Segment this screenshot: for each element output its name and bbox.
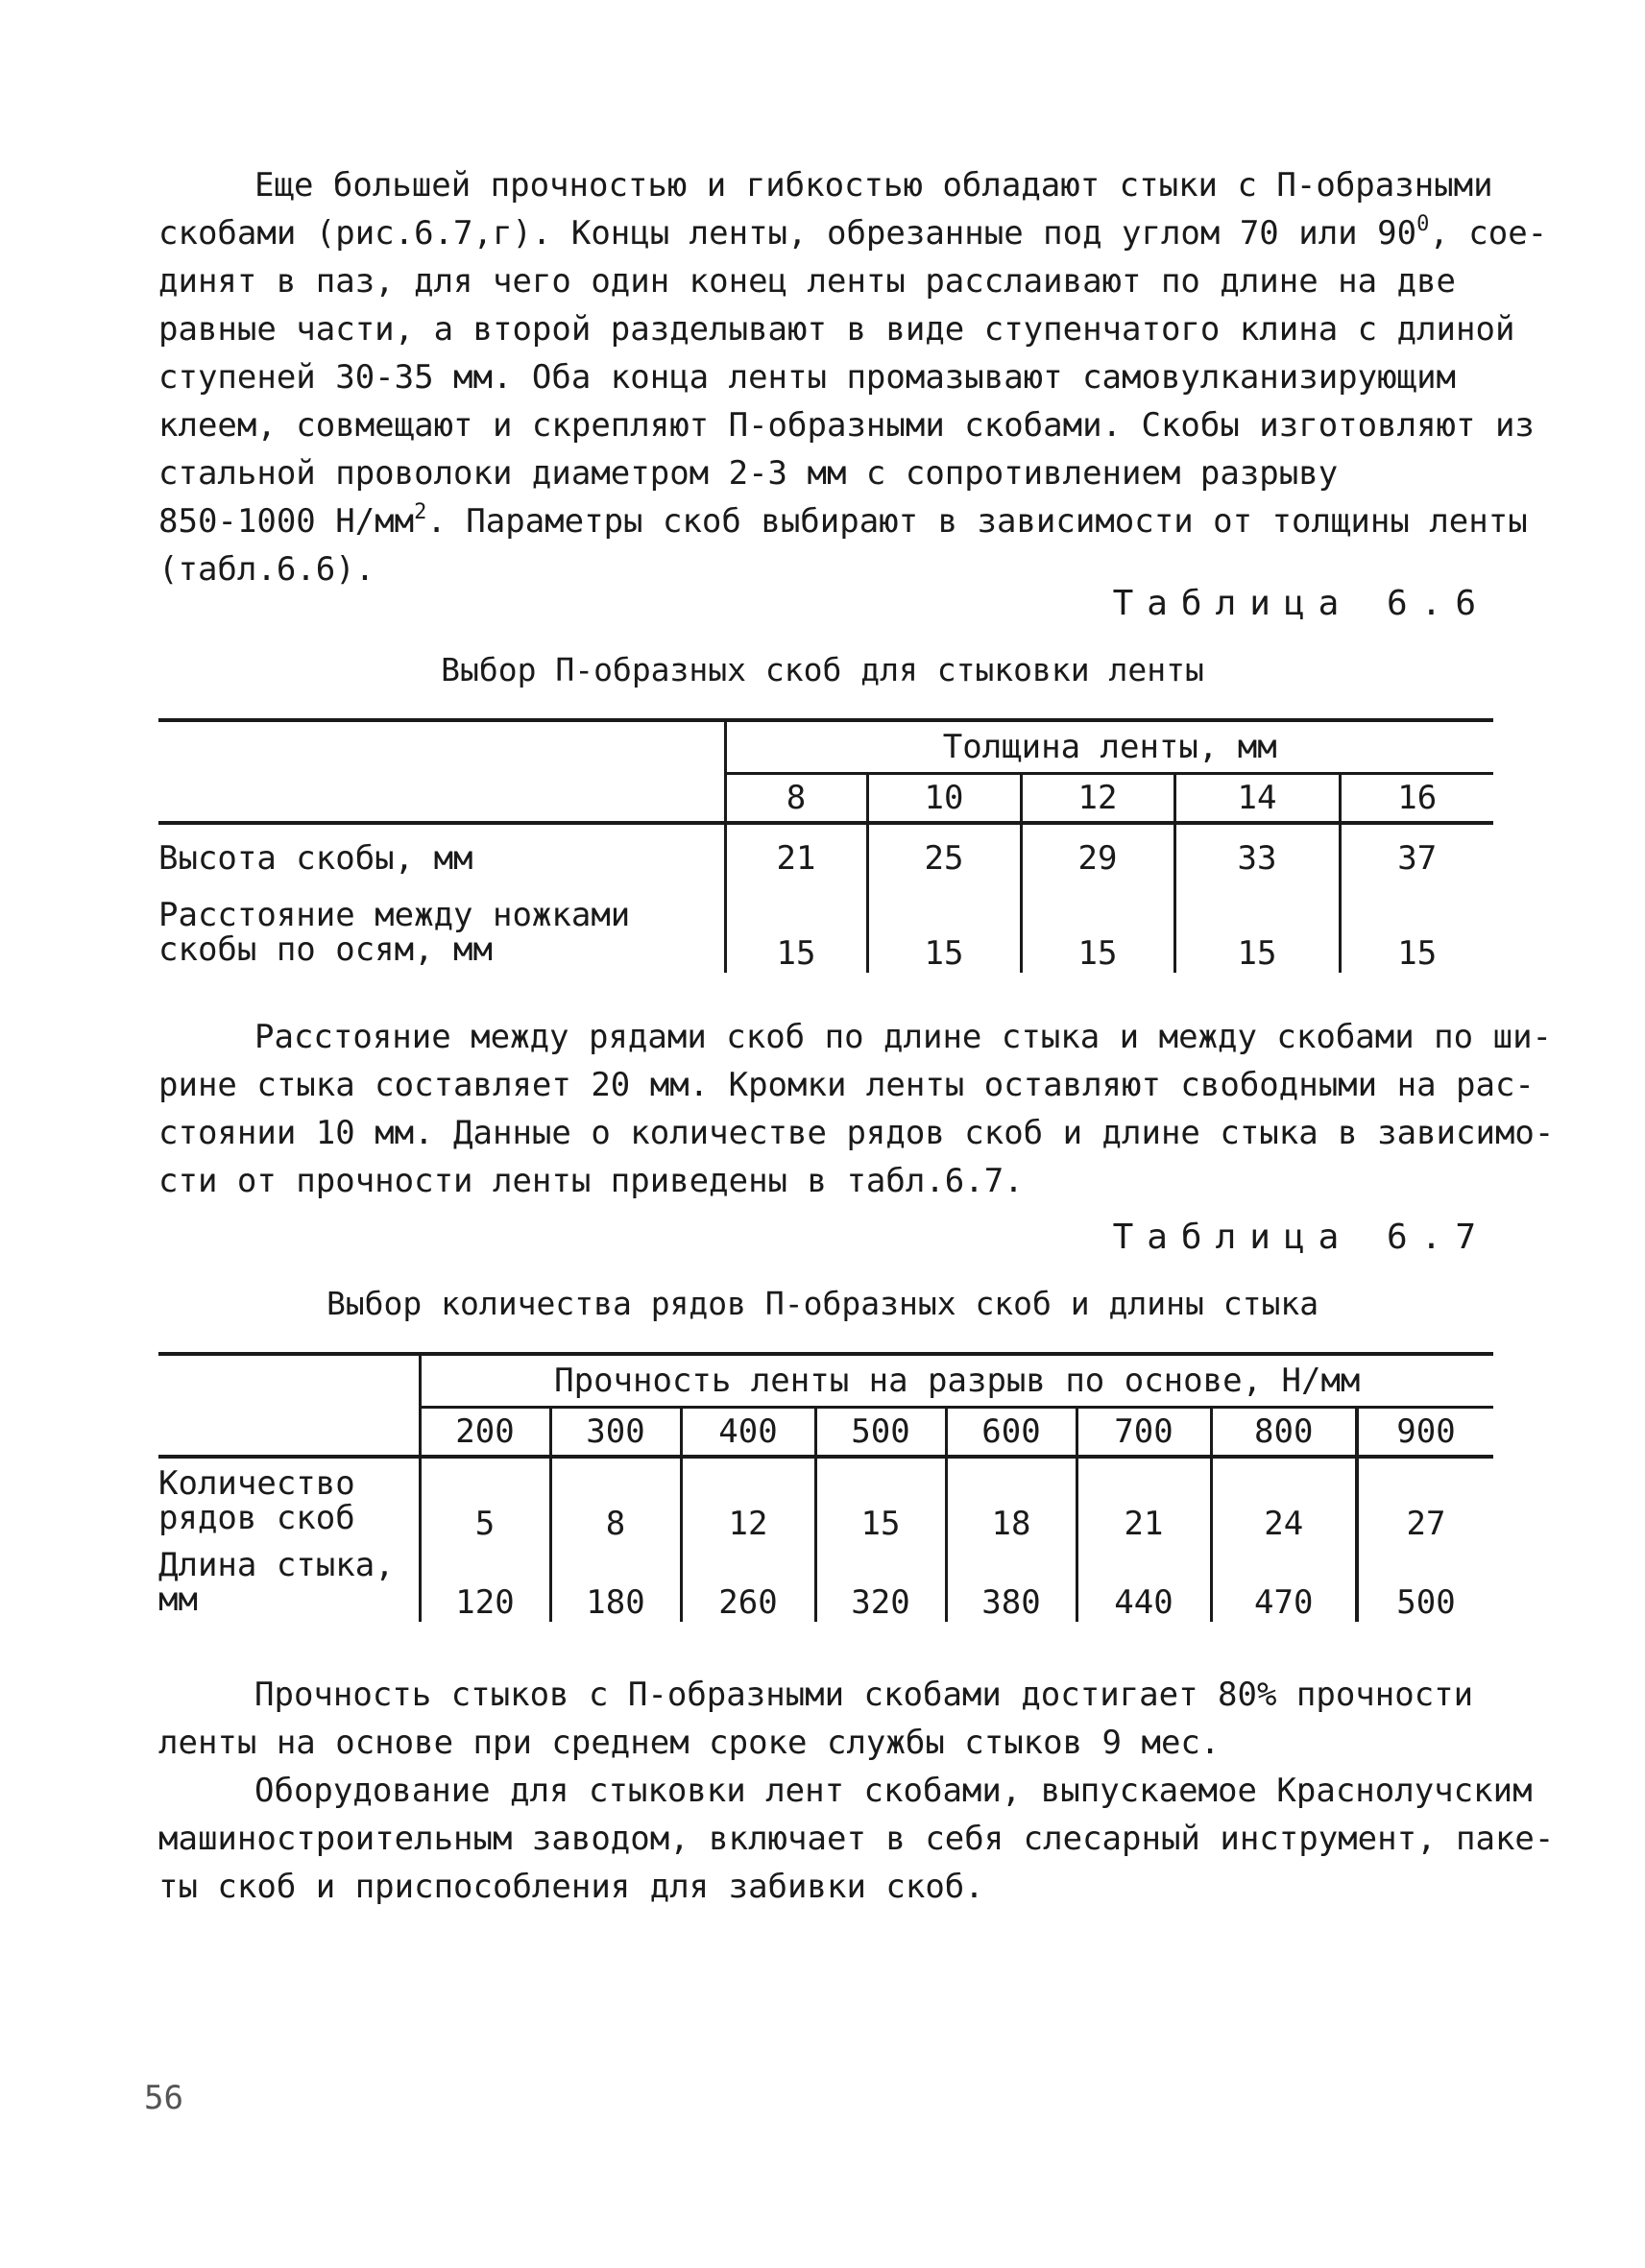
table-6-7-column-header: 800 [1211,1408,1357,1458]
table-6-6-row-label: Высота скобы, мм [158,839,473,878]
table-6-7 [158,1352,1493,1622]
page-number: 56 [144,2079,183,2117]
paragraph-1-line: Еще большей прочностью и гибкостью обладают стыки с П-образными [254,166,1493,205]
table-cell: 8 [550,1457,681,1543]
table-6-7-column-header: 200 [420,1408,550,1458]
degree-superscript: 0 [1416,212,1430,236]
table-6-7-column-header: 400 [681,1408,815,1458]
table-row [158,823,1493,892]
table-6-7-column-header: 900 [1357,1408,1493,1458]
table-6-6-group-header: Толщина ленты, мм [725,720,1493,774]
table-cell: 500 [1357,1543,1493,1622]
paragraph-3-line: ленты на основе при среднем сроке службы стыков 9 мес. [158,1724,1221,1762]
table-row [158,892,1493,973]
paragraph-3 [158,1671,1493,1767]
table-6-6-label: Таблица 6.6 [1112,584,1489,623]
table-cell: 470 [1211,1543,1357,1622]
paragraph-4 [158,1767,1555,1911]
paragraph-2 [158,1013,1555,1205]
table-cell: 29 [1021,823,1174,892]
table-cell: 15 [1340,892,1493,973]
table-6-7-column-header: 500 [815,1408,946,1458]
table-6-7-column-header: 300 [550,1408,681,1458]
table-cell: 380 [946,1543,1077,1622]
table-cell: 15 [867,892,1021,973]
table-cell: 180 [550,1543,681,1622]
table-6-6-row-label: Расстояние между ножками скобы по осям, мм [158,896,631,969]
paragraph-3-line: Прочность стыков с П-образными скобами достигает 80% прочности [254,1676,1474,1714]
paragraph-1-line: равные части, а второй разделывают в виде ступенчатого клина с длиной [158,310,1515,349]
table-cell: 320 [815,1543,946,1622]
table-cell: 21 [1077,1457,1211,1543]
table-6-6-corner [158,720,725,823]
paragraph-4-line: машиностроительным заводом, включает в себя слесарный инструмент, паке- [158,1820,1555,1858]
table-6-6-column-header: 8 [725,774,867,824]
table-6-6 [158,718,1493,973]
paragraph-1-line: (табл.6.6). [158,550,375,589]
paragraph-2-line: Расстояние между рядами скоб по длине стыка и между скобами по ши- [254,1018,1553,1056]
paragraph-1-line: 850-1000 $Н/мм^2$. Параметры скоб выбирают в зависимости от толщины ленты [158,500,1528,541]
table-row [158,1543,1493,1622]
table-cell: 12 [681,1457,815,1543]
paragraph-1-line: ступеней 30-35 мм. Оба конца ленты промазывают самовулканизирующим [158,358,1457,397]
paragraph-4-line: ты скоб и приспособления для забивки скоб. [158,1868,984,1906]
paragraph-4-line: Оборудование для стыковки лент скобами, выпускаемое Краснолучским [254,1772,1533,1810]
table-cell: 25 [867,823,1021,892]
table-cell: 18 [946,1457,1077,1543]
table-cell: 5 [420,1457,550,1543]
table-6-7-label: Таблица 6.7 [1112,1218,1489,1257]
table-cell: 120 [420,1543,550,1622]
table-cell: 24 [1211,1457,1357,1543]
table-6-7-row-label: Длина стыка, мм [158,1546,395,1619]
table-6-6-column-header: 16 [1340,774,1493,824]
table-6-6-title: Выбор П-образных скоб для стыковки ленты [441,651,1204,688]
paragraph-2-line: рине стыка составляет 20 мм. Кромки ленты оставляют свободными на рас- [158,1066,1535,1104]
paragraph-1 [158,161,1548,593]
table-cell: 27 [1357,1457,1493,1543]
table-cell: 15 [1174,892,1340,973]
table-6-7-group-header: Прочность ленты на разрыв по основе, Н/мм [420,1354,1493,1408]
table-cell: 21 [725,823,867,892]
paragraph-1-line: скобами (рис.6.7,г). Концы ленты, обрезанные под углом 70 или $90^0$, сое- [158,212,1548,253]
table-cell: 15 [815,1457,946,1543]
paragraph-2-line: сти от прочности ленты приведены в табл.6.7. [158,1162,1024,1200]
table-6-6-column-header: 10 [867,774,1021,824]
table-row [158,1457,1493,1543]
paragraph-1-line: динят в паз, для чего один конец ленты расслаивают по длине на две [158,262,1457,301]
table-6-7-row-label: Количество рядов скоб [158,1464,355,1537]
table-6-6-column-header: 14 [1174,774,1340,824]
table-6-7-title: Выбор количества рядов П-образных скоб и длины стыка [326,1285,1319,1322]
table-cell: 37 [1340,823,1493,892]
table-cell: 440 [1077,1543,1211,1622]
table-cell: 260 [681,1543,815,1622]
paragraph-2-line: стоянии 10 мм. Данные о количестве рядов скоб и длине стыка в зависимо- [158,1114,1555,1152]
table-cell: 15 [1021,892,1174,973]
paragraph-1-line: стальной проволоки диаметром 2-3 мм с сопротивлением разрыву [158,454,1339,493]
table-6-6-column-header: 12 [1021,774,1174,824]
table-6-7-column-header: 700 [1077,1408,1211,1458]
table-6-7-column-header: 600 [946,1408,1077,1458]
paragraph-1-line: клеем, совмещают и скрепляют П-образными скобами. Скобы изготовляют из [158,406,1535,445]
table-6-7-corner [158,1354,420,1457]
square-superscript: 2 [414,500,427,524]
table-cell: 15 [725,892,867,973]
table-cell: 33 [1174,823,1340,892]
